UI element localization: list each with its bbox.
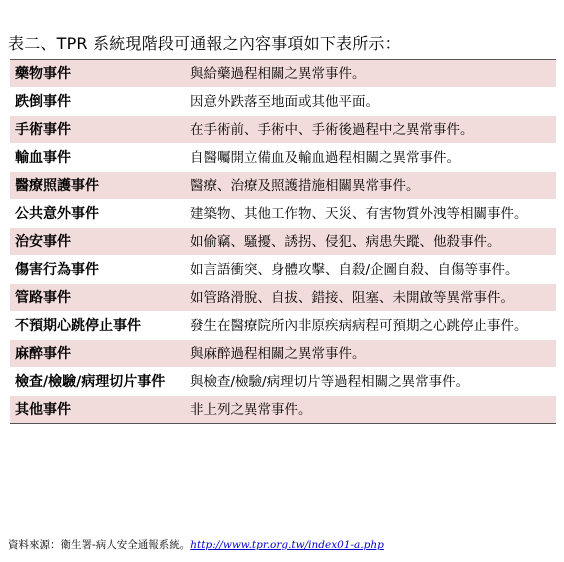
- reportable-events-table: [10, 59, 556, 424]
- event-description: 非上列之異常事件。: [190, 402, 312, 418]
- table-row: [10, 395, 556, 423]
- event-description: 與給藥過程相關之異常事件。: [190, 66, 366, 82]
- event-category: 藥物事件: [15, 66, 71, 82]
- event-description: 自醫囑開立備血及輸血過程相關之異常事件。: [190, 150, 460, 166]
- event-category: 其他事件: [15, 402, 71, 418]
- event-description: 如偷竊、騷擾、誘拐、侵犯、病患失蹤、他殺事件。: [190, 234, 501, 250]
- event-category: 麻醉事件: [15, 346, 71, 362]
- event-category: 醫療照護事件: [15, 178, 99, 194]
- event-description: 與麻醉過程相關之異常事件。: [190, 346, 366, 362]
- table-row: [10, 255, 556, 283]
- table-caption: 表二、TPR 系統現階段可通報之內容事項如下表所示：: [8, 34, 401, 53]
- event-category: 治安事件: [15, 234, 71, 250]
- table-row: [10, 227, 556, 255]
- event-description: 與檢查/檢驗/病理切片等過程相關之異常事件。: [190, 374, 470, 390]
- event-category: 管路事件: [15, 290, 71, 306]
- event-category: 不預期心跳停止事件: [15, 318, 141, 334]
- event-category: 跌倒事件: [15, 94, 71, 110]
- event-category: 公共意外事件: [15, 206, 99, 222]
- table-row: [10, 87, 556, 115]
- table-row: [10, 60, 556, 87]
- table-row: [10, 171, 556, 199]
- event-category: 傷害行為事件: [15, 262, 99, 278]
- event-description: 因意外跌落至地面或其他平面。: [190, 94, 379, 110]
- source-note: [8, 537, 556, 553]
- event-category: 輸血事件: [15, 150, 71, 166]
- table-row: [10, 311, 556, 339]
- event-description: 發生在醫療院所內非原疾病病程可預期之心跳停止事件。: [190, 318, 528, 334]
- event-description: 如言語衝突、身體攻擊、自殺/企圖自殺、自傷等事件。: [190, 262, 519, 278]
- event-description: 建築物、其他工作物、天災、有害物質外洩等相關事件。: [190, 206, 528, 222]
- event-description: 在手術前、手術中、手術後過程中之異常事件。: [190, 122, 474, 138]
- source-label: 資料來源：衛生署-病人安全通報系統。: [8, 539, 191, 551]
- table-row: [10, 339, 556, 367]
- table-row: [10, 115, 556, 143]
- event-category: 手術事件: [15, 122, 71, 138]
- table-row: [10, 367, 556, 395]
- event-description: 醫療、治療及照護措施相關異常事件。: [190, 178, 420, 194]
- table-row: [10, 143, 556, 171]
- table-row: [10, 199, 556, 227]
- event-category: 檢查/檢驗/病理切片事件: [15, 374, 166, 390]
- event-description: 如管路滑脫、自拔、錯接、阻塞、未開啟等異常事件。: [190, 290, 514, 306]
- table-row: [10, 283, 556, 311]
- source-link[interactable]: http://www.tpr.org.tw/index01-a.php: [190, 539, 384, 551]
